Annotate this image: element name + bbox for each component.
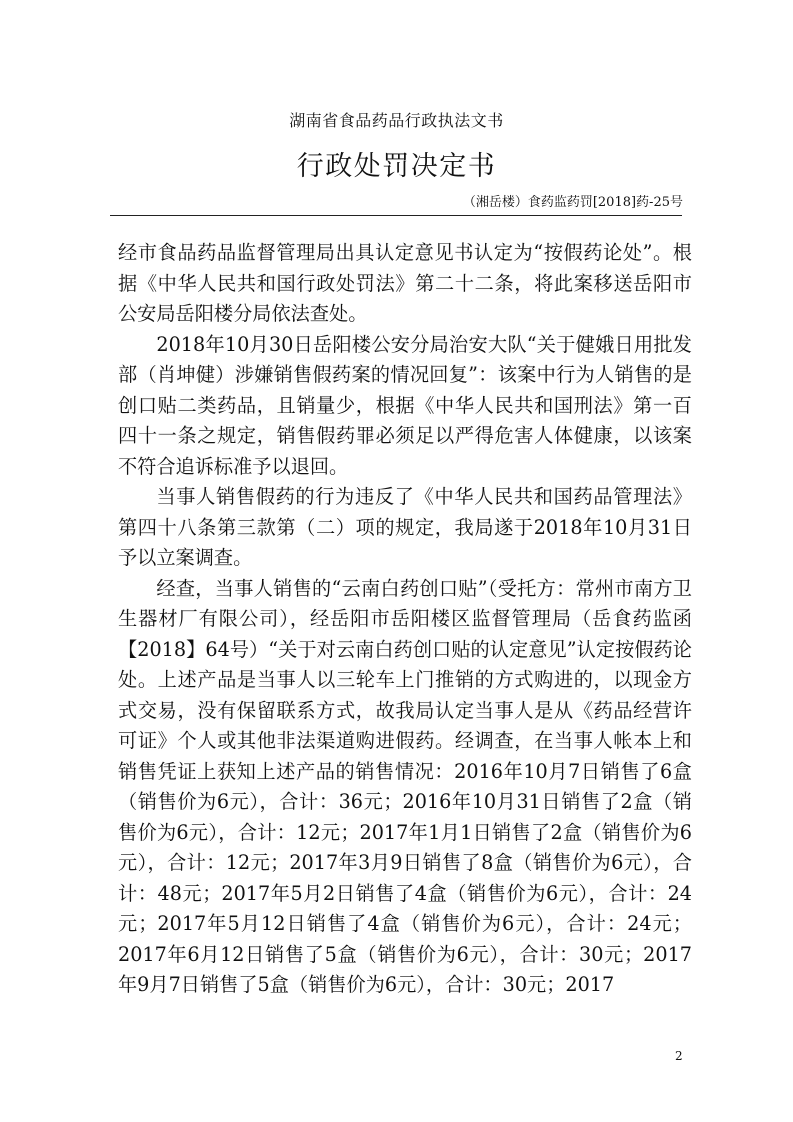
document-body	[118, 238, 692, 1001]
paragraph-investigation: 经查，当事人销售的“云南白药创口贴”（受托方：常州市南方卫生器材厂有限公司），经岳阳市岳阳楼区监督管理局（岳食药监函【2018】64号）“关于对云南白药创口贴的认定意见”认定按假药论处。上述产品是当事人以三轮车上门推销的方式购进的，以现金方式交易，没有保留联系方式，故我局认定当事人是从《药品经营许可证》个人或其他非法渠道购进假药。经调查，在当事人帐本上和销售凭证上获知上述产品的销售情况：2016年10月7日销售了6盒（销售价为6元），合计：36元；2016年10月31日销售了2盒（销售价为6元），合计：12元；2017年1月1日销售了2盒（销售价为6元），合计：12元；2017年3月9日销售了8盒（销售价为6元），合计：48元；2017年5月2日销售了4盒（销售价为6元），合计：24元；2017年5月12日销售了4盒（销售价为6元），合计：24元；2017年6月12日销售了5盒（销售价为6元），合计：30元；2017年9月7日销售了5盒（销售价为6元），合计：30元；2017	[118, 576, 692, 996]
document-title: 行政处罚决定书	[296, 151, 497, 182]
page-number: 2	[675, 1049, 683, 1063]
paragraph-police-reply: 2018年10月30日岳阳楼公安分局治安大队“关于健娥日用批发部（肖坤健）涉嫌销售假药案的情况回复”：该案中行为人销售的是创口贴二类药品，且销量少，根据《中华人民共和国刑法》第一百四十一条之规定，销售假药罪必须足以严得危害人体健康，以该案不符合追诉标准予以退回。	[118, 332, 692, 478]
header-divider	[110, 215, 682, 216]
document-series-heading: 湖南省食品药品行政执法文书	[289, 111, 504, 130]
document-number: （湘岳楼）食药监药罚[2018]药-25号	[462, 195, 683, 210]
paragraph-continuation: 经市食品药品监督管理局出具认定意见书认定为“按假药论处”。根据《中华人民共和国行政处罚法》第二十二条，将此案移送岳阳市公安局岳阳楼分局依法查处。	[118, 241, 692, 325]
paragraph-violation: 当事人销售假药的行为违反了《中华人民共和国药品管理法》第四十八条第三款第（二）项的规定，我局遂于2018年10月31日予以立案调查。	[118, 485, 692, 569]
